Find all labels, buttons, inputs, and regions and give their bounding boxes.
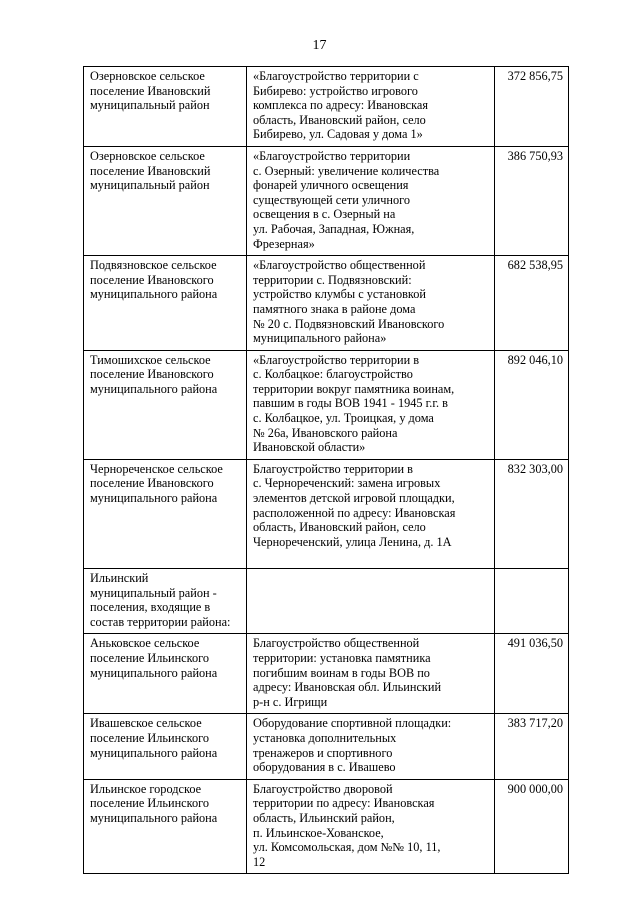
municipality-line: Тимошихское сельское — [90, 352, 211, 367]
municipality-line: муниципальный район — [90, 98, 210, 113]
project-cell — [247, 634, 495, 714]
amount-cell: 372 856,75 — [495, 67, 569, 147]
project-line: освещения в с. Озерный на — [253, 207, 396, 222]
project-line: существующей сети уличного — [253, 192, 411, 207]
project-cell — [247, 459, 495, 568]
municipality-line: Ильинский — [90, 571, 149, 585]
project-line: расположенной по адресу: Ивановская — [253, 505, 456, 520]
municipality-line: поселение Ивановского — [90, 476, 214, 491]
municipality-line: поселение Ивановский — [90, 163, 211, 178]
municipality-line: Аньковское сельское — [90, 636, 200, 651]
project-line: территории по адресу: Ивановская — [253, 796, 435, 811]
amount-cell: 892 046,10 — [495, 350, 569, 459]
municipality-line: поселение Ильинского — [90, 730, 210, 745]
municipality-line: муниципальный район - — [90, 585, 217, 600]
municipality-line: муниципального района — [90, 810, 218, 825]
project-line: Благоустройство территории в — [253, 461, 413, 476]
municipality-line: Озерновское сельское — [90, 148, 205, 163]
municipality-cell — [84, 634, 247, 714]
project-line: погибшим воинам в годы ВОВ по — [253, 665, 430, 680]
table-row — [84, 569, 569, 634]
project-line: Бибирево, ул. Садовая у дома 1» — [253, 127, 423, 142]
municipality-cell — [84, 569, 247, 634]
project-line: «Благоустройство территории — [253, 148, 411, 163]
project-line: муниципального района» — [253, 331, 387, 346]
table-row — [84, 634, 569, 714]
project-line: ул. Комсомольская, дом №№ 10, 11, — [253, 840, 441, 855]
project-line: территории с. Подвязновский: — [253, 272, 412, 287]
project-line: 12 — [253, 854, 266, 869]
project-line: фонарей уличного освещения — [253, 178, 409, 193]
project-line: область, Ивановский район, село — [253, 112, 426, 127]
municipality-line: поселение Ильинского — [90, 796, 210, 811]
project-cell — [247, 714, 495, 779]
page-number: 17 — [312, 38, 327, 53]
project-line: область, Ильинский район, — [253, 810, 395, 825]
amount-cell: 832 303,00 — [495, 459, 569, 568]
table-row — [84, 146, 569, 255]
municipality-line: муниципального района — [90, 381, 218, 396]
project-line: Благоустройство общественной — [253, 636, 420, 651]
project-line: с. Колбацкое: благоустройство — [253, 367, 413, 382]
table-row — [84, 779, 569, 874]
municipality-cell — [84, 256, 247, 351]
project-line: территории вокруг памятника воинам, — [253, 381, 455, 396]
project-line: устройство клумбы с установкой — [253, 287, 426, 302]
amount-cell — [495, 569, 569, 634]
table-row — [84, 67, 569, 147]
municipality-line: поселение Ивановского — [90, 367, 214, 382]
table-row — [84, 714, 569, 779]
project-line: Чернореченский, улица Ленина, д. 1А — [253, 534, 452, 549]
project-line: установка дополнительных — [253, 730, 397, 745]
project-cell — [247, 569, 495, 634]
project-line: Фрезерная» — [253, 236, 315, 251]
project-line: № 26а, Ивановского района — [253, 425, 398, 440]
municipality-line: состав территории района: — [90, 614, 231, 629]
municipality-cell — [84, 459, 247, 568]
project-line: павшим в годы ВОВ 1941 - 1945 г.г. в — [253, 396, 448, 411]
table-row — [84, 256, 569, 351]
project-line: с. Колбацкое, ул. Троицкая, у дома — [253, 411, 434, 426]
project-line: «Благоустройство общественной — [253, 258, 426, 273]
project-line: территории: установка памятника — [253, 650, 431, 665]
project-cell — [247, 67, 495, 147]
project-line: Ивановской области» — [253, 440, 366, 455]
project-line: тренажеров и спортивного — [253, 745, 393, 760]
municipality-line: муниципального района — [90, 665, 218, 680]
amount-cell: 383 717,20 — [495, 714, 569, 779]
project-line: Благоустройство дворовой — [253, 781, 393, 796]
project-line: р-н с. Игрищи — [253, 694, 328, 709]
municipality-cell — [84, 67, 247, 147]
municipality-line: поселение Ивановского — [90, 272, 214, 287]
project-line: адресу: Ивановская обл. Ильинский — [253, 680, 442, 695]
municipality-line: муниципальный район — [90, 178, 210, 193]
project-line: «Благоустройство территории с — [253, 69, 419, 83]
project-line: Оборудование спортивной площадки: — [253, 716, 452, 731]
amount-cell: 900 000,00 — [495, 779, 569, 874]
project-line: ул. Рабочая, Западная, Южная, — [253, 221, 415, 236]
municipality-line: муниципального района — [90, 745, 218, 760]
amount-cell: 386 750,93 — [495, 146, 569, 255]
municipality-cell — [84, 350, 247, 459]
table-body — [84, 67, 569, 874]
municipal-projects-table — [83, 66, 569, 874]
project-line: комплекса по адресу: Ивановская — [253, 98, 429, 113]
municipality-line: Ивашевское сельское — [90, 716, 202, 731]
project-line: с. Чернореченский: замена игровых — [253, 476, 441, 491]
project-line: элементов детской игровой площадки, — [253, 491, 455, 506]
municipality-line: муниципального района — [90, 287, 218, 302]
municipality-line: поселение Ильинского — [90, 650, 210, 665]
municipality-line: муниципального района — [90, 491, 218, 506]
project-line: область, Ивановский район, село — [253, 520, 426, 535]
project-line: памятного знака в районе дома — [253, 301, 416, 316]
municipality-cell — [84, 146, 247, 255]
project-cell — [247, 256, 495, 351]
table-row — [84, 350, 569, 459]
project-line: п. Ильинское-Хованское, — [253, 825, 384, 840]
municipality-line: Озерновское сельское — [90, 69, 205, 83]
project-line: «Благоустройство территории в — [253, 352, 420, 367]
table-row — [84, 459, 569, 568]
municipality-line: Ильинское городское — [90, 781, 202, 796]
municipality-line: поселения, входящие в — [90, 600, 211, 615]
municipality-cell — [84, 779, 247, 874]
municipality-line: Чернореченское сельское — [90, 461, 223, 476]
project-cell — [247, 350, 495, 459]
project-line: оборудования в с. Ивашево — [253, 760, 396, 775]
municipality-line: поселение Ивановский — [90, 83, 211, 98]
municipality-line: Подвязновское сельское — [90, 258, 217, 273]
project-line: Бибирево: устройство игрового — [253, 83, 418, 98]
project-line: № 20 с. Подвязновский Ивановского — [253, 316, 445, 331]
project-cell — [247, 779, 495, 874]
project-line: с. Озерный: увеличение количества — [253, 163, 440, 178]
project-cell — [247, 146, 495, 255]
amount-cell: 682 538,95 — [495, 256, 569, 351]
amount-cell: 491 036,50 — [495, 634, 569, 714]
municipality-cell — [84, 714, 247, 779]
